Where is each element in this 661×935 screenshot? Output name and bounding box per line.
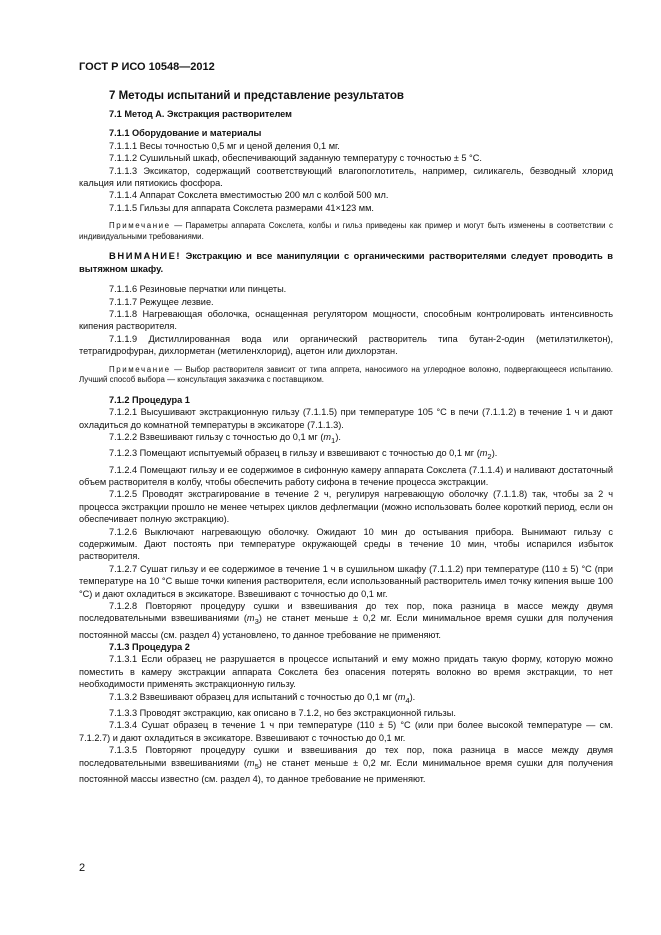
paragraph: 7.1.1.7 Режущее лезвие. [109,296,214,307]
method-title: 7.1 Метод А. Экстракция растворителем [109,109,292,119]
paragraph: 7.1.1.6 Резиновые перчатки или пинцеты. [109,284,287,295]
paragraph: 7.1.2.3 Помещают испытуемый образец в гильзу и взвешивают с точностью до 0,1 мг $(m_2)$. [109,448,498,462]
standard-header: ГОСТ Р ИСО 10548—2012 [79,61,215,73]
paragraph: 7.1.2.4 Помещают гильзу и ее содержимое в сифонную камеру аппарата Сокслета (7.1.1.4) и наливают достаточный объем растворителя в колбу, чтобы обеспечить работу сифона в течение процесса экстракции. [79,464,613,487]
paragraph: 7.1.3.4 Сушат образец в течение 1 ч при температуре (110 ± 5) °С (или при более высокой температуре — см. 7.1.2.7) и дают охладиться в эксикаторе. Взвешивают с точностью до 0,1 мг. [79,720,613,743]
note-text: — Выбор растворителя зависит от типа аппрета, наносимого на углеродное волокно, подвергающееся испытанию. Лучший способ выбора — консультация заказчика с поставщиком. [79,364,613,385]
paragraph: 7.1.2.5 Проводят экстрагирование в течение 2 ч, регулируя нагревающую оболочку (7.1.1.8) так, чтобы за 2 ч процесса экстракции прошло не менее четырех циклов дефлегмации (можно использовать более короткий период, если он обеспечивает полную экстракцию). [79,489,613,525]
paragraph: 7.1.3.3 Проводят экстракцию, как описано в 7.1.2, но без экстракционной гильзы. [109,707,456,718]
paragraph: 7.1.1.5 Гильзы для аппарата Сокслета размерами 41×123 мм. [109,202,374,213]
note-label: Примечание [109,364,171,374]
paragraph: 7.1.3.1 Если образец не разрушается в процессе испытаний и ему можно придать такую форму, которую можно поместить в камеру экстракции аппарата Сокслета без опасения потерять волокно во время экстракции, то нет необходимости применять экстракционную гильзу. [79,654,613,690]
paragraph: 7.1.1.3 Эксикатор, содержащий соответствующий влагопоглотитель, например, силикагель, безводный хлорид кальция или пятиокись фосфора. [79,165,613,189]
page-number: 2 [79,862,86,874]
section-title: 7 Методы испытаний и представление результатов [109,90,404,102]
note-text: — Параметры аппарата Сокслета, колбы и гильз приведены как пример и могут быть изменены в соответствии с индивидуальными требованиями. [79,221,613,241]
warning-text: Экстракцию и все манипуляции с органическими растворителями следует проводить в вытяжном шкафу. [79,250,613,274]
paragraph: 7.1.1.4 Аппарат Сокслета вместимостью 200 мл с колбой 500 мл. [109,190,389,201]
paragraph: 7.1.1.9 Дистиллированная вода или органический растворитель типа бутан-2-один (метилэтилкетон), тетрагидрофуран, дихлорметан (метиленхлорид), ацетон или дихлорэтан. [79,333,613,357]
paragraph: 7.1.2.6 Выключают нагревающую оболочку. Ожидают 10 мин до остывания прибора. Вынимают гильзу с содержимым. Дают постоять при температуре окружающей среды в течение 10 мин, чтобы испарился избыток растворителя. [79,526,613,562]
paragraph: 7.1.1.2 Сушильный шкаф, обеспечивающий заданную температуру с точностью ± 5 °С. [109,153,482,164]
paragraph: 7.1.2.7 Сушат гильзу и ее содержимое в течение 1 ч в сушильном шкафу (7.1.1.2) при температуре (110 ± 5) °С (при температуре на 10 °С выше точки кипения растворителя, если использованный растворитель имел точку кипения выше 100 °С) и дают охладиться в эксикаторе. Взвешивают с точностью до 0,1 мг. [79,563,613,599]
subsection-title-7-1-1: 7.1.1 Оборудование и материалы [109,128,262,139]
paragraph: 7.1.3.5 Повторяют процедуру сушки и взвешивания до тех пор, пока разница в массе между двумя последовательными взвешиваниями $(m_5)$ не станет меньше ± 0,2 мг. Если минимальное время сушки для получения постоянной массы известно (см. раздел 4), то данное требование не применяют. [79,745,613,784]
paragraph: 7.1.3.2 Взвешивают образец для испытаний с точностью до 0,1 мг $(m_4)$. [109,691,416,705]
paragraph: 7.1.1.1 Весы точностью 0,5 мг и ценой деления 0,1 мг. [109,140,340,151]
paragraph: 7.1.2.2 Взвешивают гильзу с точностью до 0,1 мг $(m_1)$. [109,432,341,445]
note [79,365,613,386]
paragraph: 7.1.2.8 Повторяют процедуру сушки и взвешивания до тех пор, пока разница в массе между двумя последовательными взвешиваниями $(m_3)$ не станет меньше ± 0,2 мг. Если минимальное время сушки для получения постоянной массы (см. раздел 4) установлено, то данное требование не применяют. [79,601,613,640]
document-body [79,89,613,785]
paragraph: 7.1.1.8 Нагревающая оболочка, оснащенная регулятором мощности, способным контролировать интенсивность кипения растворителя. [79,309,613,332]
warning-label: ВНИМАНИЕ! [109,250,182,262]
note-label: Примечание [109,221,171,231]
note [79,221,613,242]
warning [79,250,613,275]
subsection-title-7-1-2: 7.1.2 Процедура 1 [109,394,190,405]
subsection-title-7-1-3: 7.1.3 Процедура 2 [109,642,190,653]
paragraph: 7.1.2.1 Высушивают экстракционную гильзу (7.1.1.5) при температуре 105 °С в печи (7.1.1.2) в течение 1 ч и дают охладиться до комнатной температуры в эксикаторе (7.1.1.3). [79,407,613,430]
